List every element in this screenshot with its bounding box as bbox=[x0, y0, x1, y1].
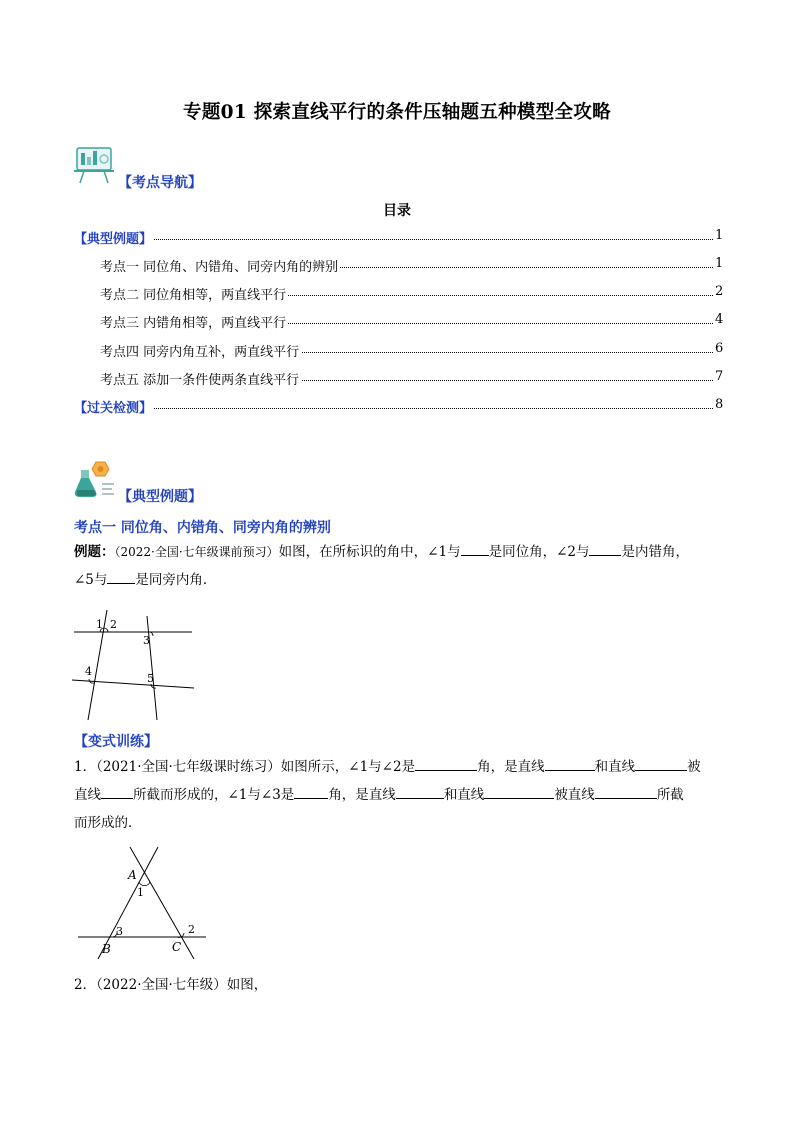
fig2-label-B: B bbox=[102, 942, 111, 956]
q1-text-h: 被直线 bbox=[554, 787, 595, 803]
question-2: 2．（2022·全国·七年级）如图， bbox=[74, 977, 268, 993]
nav-section-heading: 【考点导航】 bbox=[118, 175, 202, 191]
fig2-label-1: 1 bbox=[137, 886, 144, 899]
toc-row[interactable] bbox=[0, 369, 794, 389]
q1-text-j: 而形成的． bbox=[74, 815, 142, 831]
answer-blank[interactable] bbox=[595, 784, 657, 799]
fig1-label-3: 3 bbox=[143, 634, 150, 647]
toc-row-page: 2 bbox=[715, 284, 724, 299]
toc-title: 目录 bbox=[383, 203, 411, 219]
toc-row-page: 7 bbox=[715, 369, 724, 384]
kaodian-heading: 考点一 同位角、内错角、同旁内角的辨别 bbox=[74, 520, 331, 536]
toc-row-page: 6 bbox=[715, 341, 724, 356]
answer-blank[interactable] bbox=[635, 756, 687, 771]
answer-blank[interactable] bbox=[101, 784, 133, 799]
toc-row-label: 【典型例题】 bbox=[74, 228, 154, 247]
example-text-4: ∠5与 bbox=[74, 572, 108, 588]
toc-row[interactable] bbox=[0, 256, 794, 276]
example-source: （2022·全国·七年级课前预习） bbox=[114, 545, 279, 559]
answer-blank[interactable] bbox=[415, 756, 477, 771]
fig2-label-C: C bbox=[172, 940, 182, 954]
toc-row-page: 1 bbox=[715, 256, 724, 271]
example-paragraph bbox=[74, 538, 734, 594]
toc-row[interactable] bbox=[0, 397, 794, 417]
fig2-label-2: 2 bbox=[188, 923, 195, 936]
toc-row-label: 考点三 内错角相等，两直线平行 bbox=[100, 312, 288, 331]
page-title: 专题01 探索直线平行的条件压轴题五种模型全攻略 bbox=[183, 102, 611, 123]
q1-text-g: 和直线 bbox=[443, 787, 485, 803]
q1-text-d: 直线 bbox=[74, 787, 101, 803]
answer-blank[interactable] bbox=[294, 784, 328, 799]
q1-text-b: 和直线 bbox=[594, 759, 636, 775]
variant-section-heading: 【变式训练】 bbox=[74, 734, 158, 750]
answer-blank[interactable] bbox=[396, 784, 444, 799]
toc-row-label: 考点一 同位角、内错角、同旁内角的辨别 bbox=[100, 256, 340, 275]
answer-blank[interactable] bbox=[107, 569, 135, 584]
answer-blank[interactable] bbox=[461, 541, 489, 556]
example-label: 例题： bbox=[74, 544, 115, 560]
answer-blank[interactable] bbox=[545, 756, 595, 771]
example-section-heading: 【典型例题】 bbox=[118, 489, 202, 505]
q1-text-a: 角，是直线 bbox=[477, 759, 545, 775]
figure-triangle-transversals bbox=[74, 843, 214, 963]
toc-row[interactable] bbox=[0, 312, 794, 332]
fig1-label-1: 1 bbox=[96, 618, 103, 631]
example-text-2: 是同位角，∠2与 bbox=[488, 544, 590, 560]
q1-text-i: 所截 bbox=[656, 787, 684, 803]
fig1-label-4: 4 bbox=[85, 665, 92, 678]
toc-row-page: 4 bbox=[715, 312, 724, 327]
toc-leader-dots bbox=[74, 408, 713, 409]
q1-text-prefix: 1．（2021·全国·七年级课时练习）如图所示，∠1与∠2是 bbox=[74, 759, 416, 775]
q1-text-e: 所截而形成的，∠1与∠3是 bbox=[133, 787, 295, 803]
answer-blank[interactable] bbox=[484, 784, 554, 799]
figure-parallel-lines bbox=[70, 608, 200, 726]
toc-row-label: 考点四 同旁内角互补，两直线平行 bbox=[100, 341, 301, 360]
chemistry-flask-icon bbox=[72, 460, 116, 500]
toc-row-page: 8 bbox=[715, 397, 724, 412]
example-text-3: 是内错角， bbox=[621, 544, 689, 560]
toc-row-label: 考点五 添加一条件使两条直线平行 bbox=[100, 369, 301, 388]
presentation-board-icon bbox=[72, 145, 118, 185]
answer-blank[interactable] bbox=[589, 541, 621, 556]
toc-row[interactable] bbox=[0, 284, 794, 304]
toc-row-page: 1 bbox=[715, 228, 724, 243]
fig1-label-2: 2 bbox=[110, 618, 117, 631]
fig2-label-3: 3 bbox=[116, 925, 123, 938]
fig2-label-A: A bbox=[128, 868, 137, 882]
fig1-label-5: 5 bbox=[147, 672, 154, 685]
toc-row-label: 【过关检测】 bbox=[74, 397, 154, 416]
toc-row-label: 考点二 同位角相等，两直线平行 bbox=[100, 284, 288, 303]
question-1 bbox=[74, 753, 734, 837]
toc-leader-dots bbox=[74, 239, 713, 240]
q1-text-f: 角，是直线 bbox=[328, 787, 396, 803]
toc-row[interactable] bbox=[0, 228, 794, 248]
toc-row[interactable] bbox=[0, 341, 794, 361]
example-text-1: 如图，在所标识的角中，∠1与 bbox=[278, 544, 461, 560]
q1-text-c: 被 bbox=[687, 759, 701, 775]
example-text-5: 是同旁内角． bbox=[135, 572, 217, 588]
